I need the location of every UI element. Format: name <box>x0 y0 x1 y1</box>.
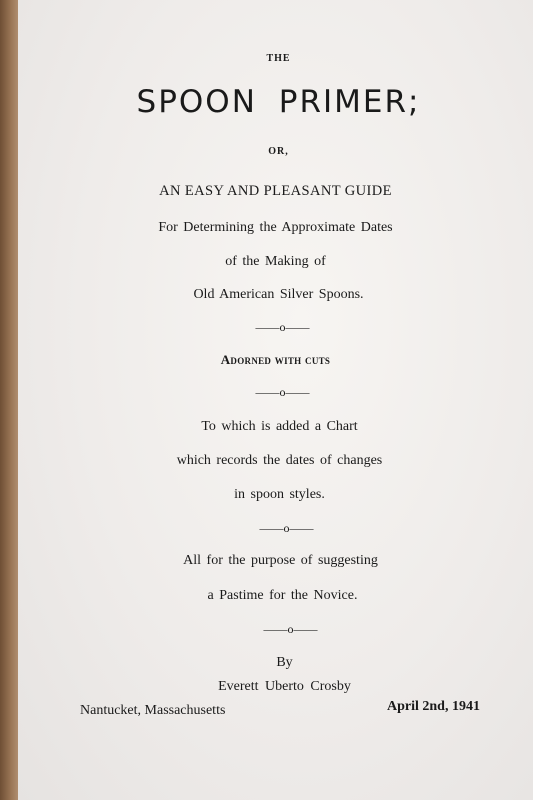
subtitle: AN EASY AND PLEASANT GUIDE <box>159 183 392 199</box>
description-line-2: of the Making of <box>225 254 326 269</box>
description-line-3: Old American Silver Spoons. <box>193 287 364 302</box>
title-page <box>18 0 533 800</box>
separator-1: ——o—— <box>255 320 310 334</box>
title-article: THE <box>266 53 291 64</box>
by-label: By <box>276 655 293 670</box>
adorned-with-cuts: Adorned with cuts <box>220 352 331 367</box>
publication-place: Nantucket, Massachusetts <box>80 703 226 718</box>
separator-4: ——o—— <box>263 622 318 636</box>
chart-line-1: To which is added a Chart <box>201 419 358 434</box>
book-title: SPOON PRIMER; <box>136 84 421 120</box>
author-name: Everett Uberto Crosby <box>218 679 351 694</box>
purpose-line-1: All for the purpose of suggesting <box>183 553 378 568</box>
purpose-line-2: a Pastime for the Novice. <box>207 588 358 603</box>
chart-line-3: in spoon styles. <box>234 487 325 502</box>
chart-line-2: which records the dates of changes <box>176 453 383 468</box>
description-line-1: For Determining the Approximate Dates <box>158 220 393 235</box>
separator-2: ——o—— <box>255 385 310 399</box>
book-spine-edge <box>0 0 20 800</box>
separator-3: ——o—— <box>259 521 314 535</box>
title-or: OR, <box>268 146 289 157</box>
publication-date: April 2nd, 1941 <box>387 699 480 714</box>
